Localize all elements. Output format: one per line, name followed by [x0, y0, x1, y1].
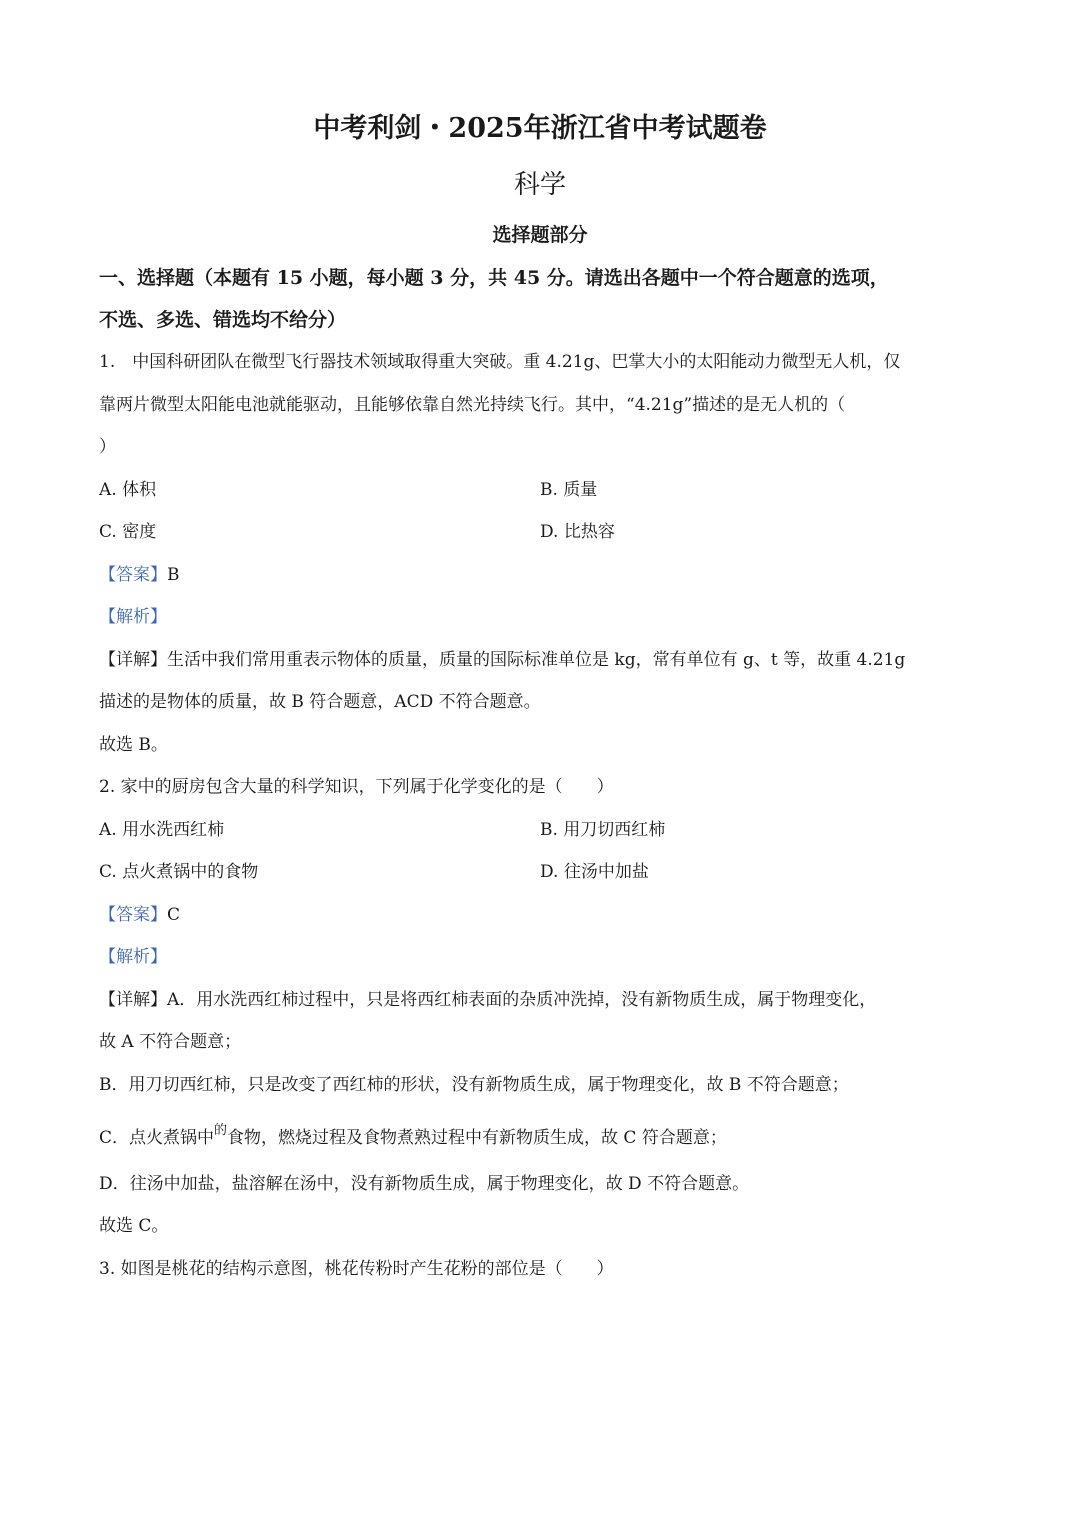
q2-detail-a-line2: 故 A 不符合题意；	[99, 1032, 242, 1052]
answer-label: 【答案】	[99, 905, 167, 925]
q1-option-d: D. 比热容	[540, 522, 615, 542]
q2-detail-d: D．往汤中加盐，盐溶解在汤中，没有新物质生成，属于物理变化，故 D 不符合题意。	[99, 1174, 750, 1194]
q1-conclusion: 故选 B。	[99, 735, 168, 755]
q2-answer	[99, 904, 984, 926]
q2-option-a: A. 用水洗西红柿	[99, 820, 225, 840]
section-heading-line2: 不选、多选、错选均不给分）	[99, 309, 347, 331]
q2-option-b: B. 用刀切西红柿	[540, 820, 666, 840]
q1-option-a: A. 体积	[99, 480, 157, 500]
q3-stem: 3. 如图是桃花的结构示意图，桃花传粉时产生花粉的部位是（ ）	[99, 1259, 614, 1279]
q2-detail-c-sup: 的	[214, 1123, 228, 1138]
detail-label: 【详解】	[99, 650, 167, 670]
q1-stem-line2: 靠两片微型太阳能电池就能驱动，且能够依靠自然光持续飞行。其中，“4.21g”描述的是无人机的（	[99, 395, 846, 415]
q1-option-c: C. 密度	[99, 522, 157, 542]
subject-title: 科学	[513, 170, 566, 200]
q2-detail-c-pre: C．点火煮锅中	[99, 1128, 215, 1148]
exam-title: 中考利剑・2025年浙江省中考试题卷	[313, 113, 767, 144]
q2-detail-b: B．用刀切西红柿，只是改变了西红柿的形状，没有新物质生成，属于物理变化，故 B 不符合题意；	[99, 1075, 849, 1095]
q2-stem: 2. 家中的厨房包含大量的科学知识，下列属于化学变化的是（ ）	[99, 777, 614, 797]
answer-label: 【答案】	[99, 565, 167, 585]
q2-detail-a-line1	[99, 989, 984, 1011]
q1-analysis	[99, 606, 984, 628]
q1-option-b: B. 质量	[540, 480, 598, 500]
q1-detail-line1	[99, 649, 984, 671]
q2-analysis	[99, 946, 984, 968]
part-title: 选择题部分	[492, 224, 588, 246]
q1-stem-line3: ）	[99, 437, 116, 457]
q1-detail-line2: 描述的是物体的质量，故 B 符合题意，ACD 不符合题意。	[99, 692, 541, 712]
analysis-label: 【解析】	[99, 607, 167, 627]
q1-answer-value: B	[167, 565, 180, 585]
section-heading-line1: 一、选择题（本题有 15 小题，每小题 3 分，共 45 分。请选出各题中一个符合题意的选项，	[99, 267, 889, 289]
q2-option-d: D. 往汤中加盐	[540, 862, 649, 882]
q2-detail-c	[99, 1123, 984, 1151]
detail-label: 【详解】	[99, 990, 167, 1010]
q2-answer-value: C	[167, 905, 181, 925]
q1-answer	[99, 564, 984, 586]
q2-detail-c-post: 食物，燃烧过程及食物煮熟过程中有新物质生成，故 C 符合题意；	[227, 1128, 727, 1148]
q2-detail-a-text: A．用水洗西红柿过程中，只是将西红柿表面的杂质冲洗掉，没有新物质生成，属于物理变化，	[167, 990, 877, 1010]
q1-detail-text1: 生活中我们常用重表示物体的质量，质量的国际标准单位是 kg，常有单位有 g、t 等，故重 4.21g	[167, 650, 906, 670]
q2-option-c: C. 点火煮锅中的食物	[99, 862, 259, 882]
q1-stem-line1: 1. 中国科研团队在微型飞行器技术领域取得重大突破。重 4.21g、巴掌大小的太阳能动力微型无人机，仅	[99, 352, 901, 372]
q2-conclusion: 故选 C。	[99, 1216, 169, 1236]
analysis-label: 【解析】	[99, 947, 167, 967]
